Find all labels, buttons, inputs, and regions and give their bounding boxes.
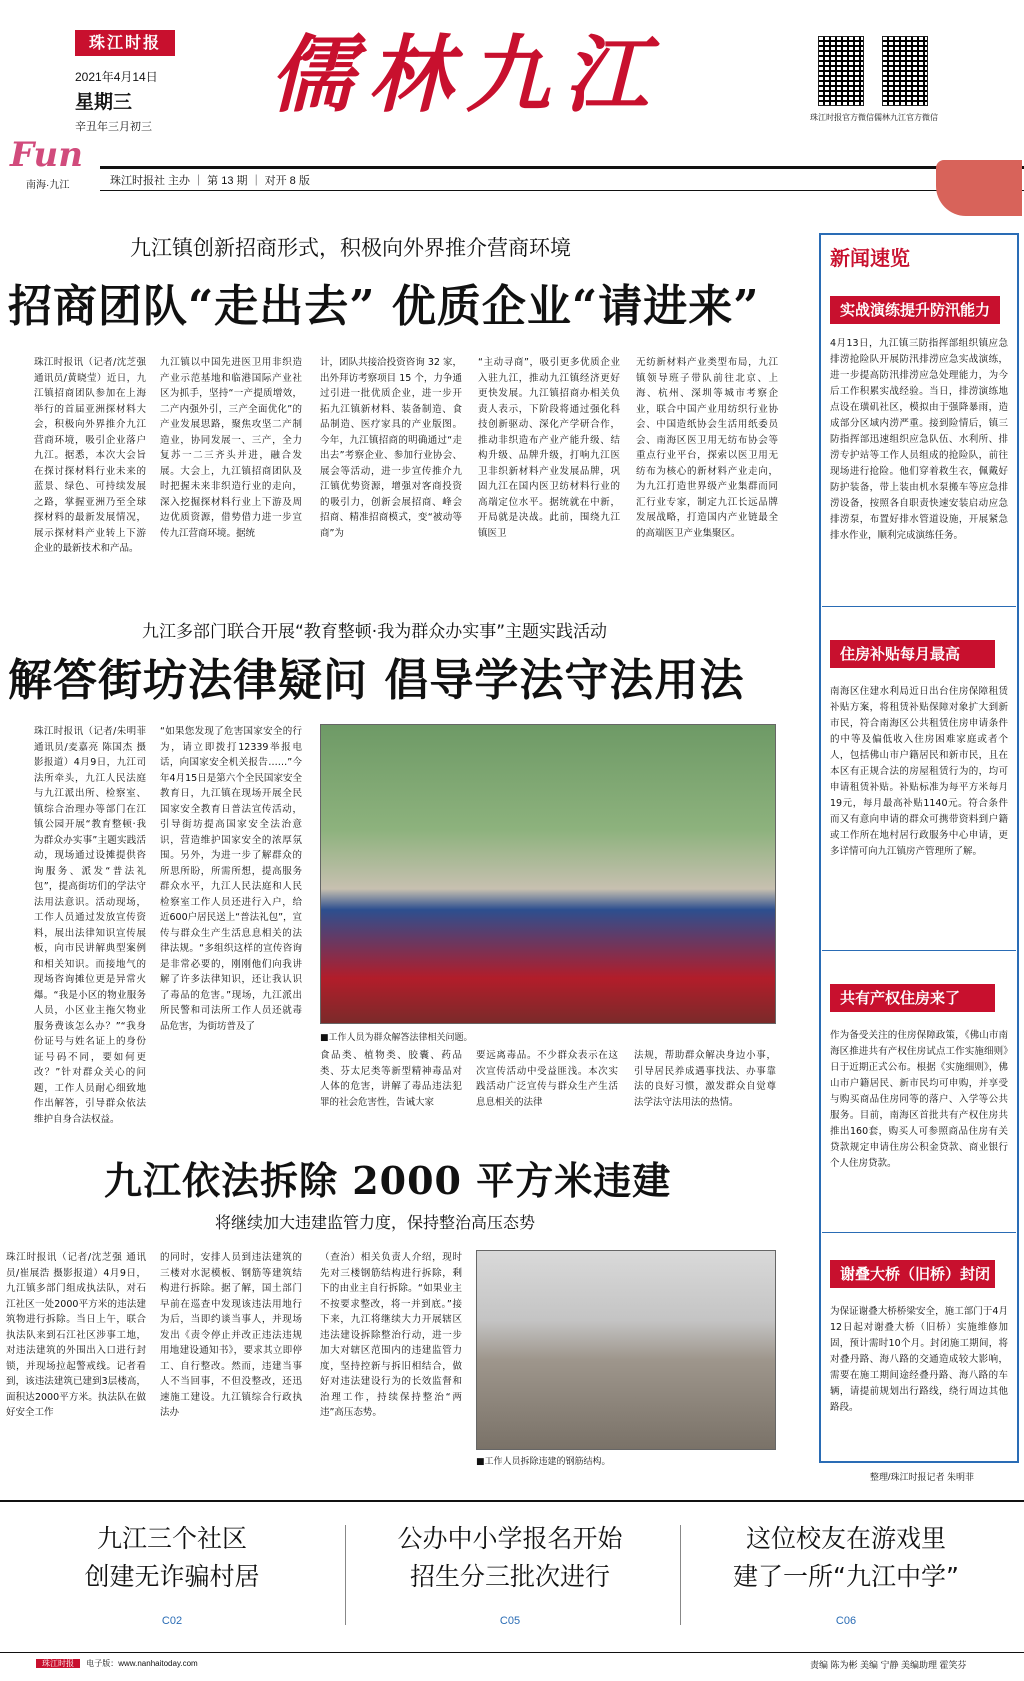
teaser-separator bbox=[680, 1525, 681, 1625]
sidebar-tag: 共有产权住房来了 bbox=[830, 984, 995, 1012]
article3-column: 珠江时报讯（记者/沈芝强 通讯员/崔展浩 摄影报道）4月9日，九江镇多部门组成执法队，对石江社区一处2000平方米的违法建筑物进行拆除。当日上午，联合执法队来到石江社区涉事工地，对违法建筑的外围出入口进行封锁，并现场拉起警戒线。记者看到，该违法建筑已建到3层楼高，面积达2000平方米。执法队在做好安全工作 bbox=[6, 1252, 146, 1418]
footer-rule bbox=[0, 1652, 1024, 1653]
masthead-rule bbox=[100, 166, 1024, 169]
article1-kicker: 九江镇创新招商形式，积极向外界推介营商环境 bbox=[130, 236, 571, 260]
article1-column: “主动寻商”，吸引更多优质企业入驻九江，推动九江镇经济更好更快发展。九江镇招商办相关负责人表示，下阶段将通过强化科技创新驱动、深化产学研合作，推动非织造布产业产能升级、结构升级、品牌升级，打响九江医卫非织新材料产业发展品牌，巩固九江在国内医卫纺材料行业的高端定位水平。据统就在中新，开局就是决战。此前，围绕九江镇医卫 bbox=[478, 357, 620, 539]
article1-column: 计，团队共接洽投资咨询 32 家，出外拜访考察项目 15 个，力争通过引进一批优质企业，进一步开拓九江镇新材料、装备制造、食品制造、医疗家具的产业版图。今年，九江镇招商的明确通过“走出去”考察企业、参加行业协会、展会等活动，进一步宣传推介九江镇优势资源，增强对客商投资的吸引力，创新会展招商、峰会招商、精准招商模式，变“被动等商”为 bbox=[320, 357, 462, 539]
sidebar-credit: 整理/珠江时报记者 朱明菲 bbox=[870, 1472, 975, 1482]
article2-kicker: 九江多部门联合开展“教育整顿·我为群众办实事”主题实践活动 bbox=[142, 622, 608, 642]
sidebar-text: 作为备受关注的住房保障政策，《佛山市南海区推进共有产权住房试点工作实施细则》日于近期正式公布。根据《实施细则》，佛山市户籍居民、新市民均可申购，并享受与购买商品住房同等的落户、入学等公共服务。目前，南海区首批共有产权住房共推出160套，购买人可参照商品住房有关贷款规定申请住房公积金贷款、商业银行个人住房贷款。 bbox=[830, 1030, 1008, 1169]
teaser-line: 招生分三批次进行 bbox=[409, 1562, 610, 1591]
sidebar-tag: 住房补贴每月最高1140元 bbox=[830, 640, 995, 668]
teaser-line: 这位校友在游戏里 bbox=[745, 1524, 946, 1553]
article2-headline: 解答街坊法律疑问 倡导学法守法用法 bbox=[8, 655, 745, 706]
masthead-rule-thin bbox=[100, 190, 1024, 191]
article1-headline: 招商团队“走出去” 优质企业“请进来” bbox=[8, 281, 760, 332]
article2-column: “如果您发现了危害国家安全的行为，请立即拨打12339举报电话，向国家安全机关报告……”今年4月15日是第六个全民国家安全教育日，九江镇在现场开展全民国家安全教育日普法宣传活动，引导街坊提高国家安全法治意识，营造维护国家安全的浓厚氛围。另外，为进一步了解群众的所思所盼，所需所想，提高服务群众水平，九江人民法庭和人民检察室工作人员还进行入户，给近600户居民送上“普法礼包”，宣传与群众生产生活息息相关的法律法规。“多组织这样的宣传咨询是非常必要的，刚刚他们向我讲解了许多法律知识，还让我认识了毒品的危害。”现场，九江派出所民警和司法所工作人员还就毒品危害，为街坊普及了 bbox=[160, 726, 302, 1032]
article3-subline: 将继续加大违建监管力度，保持整治高压态势 bbox=[215, 1213, 536, 1232]
footer-left bbox=[36, 1658, 198, 1669]
sidebar-tag: 实战演练提升防汛能力 bbox=[830, 296, 1000, 324]
teaser-page-ref[interactable]: C06 bbox=[835, 1615, 857, 1627]
paper-logo: 珠江时报 bbox=[75, 30, 175, 56]
legal-consultation-photo bbox=[320, 724, 776, 1024]
sidebar-tag: 谢叠大桥（旧桥）封闭 bbox=[830, 1260, 995, 1288]
article3-photo-caption: ■工作人员拆除违建的钢筋结构。 bbox=[476, 1457, 611, 1467]
hand-decoration bbox=[936, 160, 1022, 216]
issue-line: 珠江时报社 主办 ｜ 第 13 期 ｜ 对开 8 版 bbox=[110, 175, 310, 187]
qr-caption: 儒林九江官方微信 bbox=[874, 113, 938, 122]
sidebar-divider bbox=[822, 950, 1016, 951]
date-text: 2021年4月14日 bbox=[75, 70, 158, 84]
article1-column: 无纺新材料产业类型布局，九江镇领导班子带队前往北京、上海、杭州、深圳等城市考察企业，联合中国产业用纺织行业协会、中国造纸协会生活用纸委员会、南海区医卫用无纺布协会等重点行业平台，探索以医卫用无纺布为核心的新材料产业走向，为九江打造世界级产业集群而同汇行业专家，制定九江长远品牌发展战略，打造国内产业链最全的高端医卫产业集聚区。 bbox=[636, 357, 778, 539]
article2-column: 要远离毒品。不少群众表示在这次宣传活动中受益匪浅。本次实践活动广泛宣传与群众生产生活息息相关的法律 bbox=[476, 1050, 618, 1108]
footer-paper-tag: 珠江时报 bbox=[36, 1659, 80, 1668]
footer-website[interactable]: 电子版：www.nanhaitoday.com bbox=[86, 1659, 198, 1668]
fun-logo: Fun bbox=[10, 135, 83, 175]
sidebar-heading bbox=[830, 242, 910, 271]
teaser-page-ref[interactable]: C02 bbox=[161, 1615, 183, 1627]
teaser-separator bbox=[345, 1525, 346, 1625]
weekday-text: 星期三 bbox=[75, 92, 133, 113]
article3-headline: 九江依法拆除 2000 平方米违建 bbox=[104, 1158, 672, 1203]
teaser-page-ref[interactable]: C05 bbox=[499, 1615, 521, 1627]
article2-photo-caption: ■工作人员为群众解答法律相关问题。 bbox=[320, 1033, 473, 1043]
article1-column: 九江镇以中国先进医卫用非织造产业示范基地和临港国际产业社区为抓手，坚持“一产提质增效，二产内强外引，三产全面优化”的产业发展思路，聚焦攻坚二产制造业，协同发展一、三产，全力复苏一二三齐头并进，融合发展。大会上，九江镇招商团队及时把握未来非织造行业的走向，深入挖掘探材料行业上下游及周边优质资源，借势借力进一步宣传九江营商环境。据统 bbox=[160, 357, 302, 539]
qr-code-image bbox=[882, 36, 928, 106]
page-title: 儒林九江 bbox=[270, 25, 663, 124]
teaser-line: 建了一所“九江中学” bbox=[733, 1562, 959, 1591]
sidebar-text: 4月13日，九江镇三防指挥部组织镇应急排涝抢险队开展防汛排涝应急实战演练，进一步提高防汛排涝应急处理能力，为今后工作积累实战经验。当日，排涝演练地点设在璜矶社区，模拟由于强降暴雨，造成部分区域内涝严重。接到险情后，镇三防指挥部迅速组织应急队伍、水利所、排涝专护站等工作人员组成的抢险队，前往现场进行抢险。他们穿着救生衣，佩戴好防护装备，带上装由机水泵搬车等应急排涝设备，按照各自职责快速安装启动应急排涝泵，布置好排水管道设施，开展紧急排水作业，顺利完成演练任务。 bbox=[830, 338, 1008, 541]
sidebar-divider bbox=[822, 606, 1016, 607]
article2-column: 法规，帮助群众解决身边小事，引导居民养成遇事找法、办事靠法的良好习惯，激发群众自觉尊法学法守法用法的热情。 bbox=[634, 1050, 776, 1108]
sidebar-divider bbox=[822, 1232, 1016, 1233]
demolition-photo bbox=[476, 1250, 776, 1450]
teaser-line: 公办中小学报名开始 bbox=[397, 1524, 623, 1553]
bottom-rule bbox=[0, 1500, 1024, 1502]
sidebar-text: 为保证谢叠大桥桥梁安全，施工部门于4月12日起对谢叠大桥（旧桥）实施维修加固，预计需时10个月。封闭施工期间，将对叠丹路、海八路的交通造成较大影响，需要在施工期间途经叠丹路、海八路的车辆，请提前规划出行路线，绕行周边其他路段。 bbox=[830, 1306, 1008, 1413]
qr-code-image bbox=[818, 36, 864, 106]
article1-column: 珠江时报讯（记者/沈芝强 通讯员/黄晓莹）近日，九江镇招商团队参加在上海举行的首届亚洲探材料大会，积极向外界推介九江营商环境，吸引企业落户九江。据悉，本次大会旨在探讨探材料行业未来的蓝景、绿色、可持续发展之路，掌握亚洲乃至全球探材料的最新发展情况，展示探材料产业转上下游企业的最新技术和产品。 bbox=[34, 357, 146, 554]
qr-caption: 珠江时报官方微信 bbox=[810, 113, 874, 122]
sidebar-text: 南海区住建水利局近日出台住房保障租赁补贴方案，将租赁补贴保障对象扩大到新市民，符合南海区公共租赁住房申请条件的中等及偏低收入住房困难家庭或者个人，包括佛山市户籍居民和新市民，且在本区有正规合法的房屋租赁行为的，均可申请租赁补贴。补贴标准为每平方米每月19元，每月最高补贴1140元。符合条件而又有意向申请的群众可携带资料到户籍或工作所在地村居行政服务中心申请，更多详情可向九江镇房产管理所了解。 bbox=[830, 686, 1008, 857]
teaser-item[interactable] bbox=[360, 1520, 660, 1596]
sidebar-heading-text: 新闻速览 bbox=[830, 246, 910, 270]
article3-column: （查治）相关负责人介绍，现时先对三楼钢筋结构进行拆除，剩下的由业主自行拆除。“如果业主不按要求整改，将一并到底。”接下来，九江将继续大力开展辖区违法建设拆除整治行动，进一步加大对辖区范围内的违建监管力度，坚持控新与拆旧相结合，做好对违法建设行为的长效监督和治理工作，持续保持整治“两违”高压态势。 bbox=[320, 1252, 462, 1418]
teaser-item[interactable] bbox=[22, 1520, 322, 1596]
teaser-line: 创建无诈骗村居 bbox=[84, 1562, 260, 1591]
footer-editors: 责编 陈为彬 美编 宁静 美编助理 霍笑芬 bbox=[810, 1660, 967, 1670]
teaser-line: 九江三个社区 bbox=[96, 1524, 247, 1553]
article2-column: 珠江时报讯（记者/朱明菲 通讯员/麦嘉亮 陈国杰 摄影报道）4月9日，九江司法所牵头，九江人民法庭与九江派出所、检察室、镇综合治理办等部门在江镇公园开展“教育整顿·我为群众办实事”主题实践活动，现场通过设摊提供咨询服务、派发“普法礼包”，提高街坊们的学法守法用法意识。活动现场，工作人员通过发放宣传资料，展出法律知识宣传展板，向市民讲解典型案例和相关知识。而接地气的现场咨询摊位更是异常火爆。“我是小区的物业服务人员，小区业主拖欠物业服务费该怎么办？”“我身份证号与姓名证上的身份证号码不同，要如何更改？”针对群众关心的问题，工作人员耐心细致地作出解答，引导群众依法维护自身合法权益。 bbox=[34, 726, 146, 1125]
date-block bbox=[75, 68, 158, 134]
fun-logo-subtitle: 南海·九江 bbox=[26, 180, 70, 191]
article2-column: 食品类、植物类、胶囊、药品类、芬太尼类等新型精神毒品对人体的危害，讲解了毒品违法犯罪的社会危害性，告诫大家 bbox=[320, 1050, 462, 1108]
lunar-date-text: 辛丑年三月初三 bbox=[75, 121, 152, 133]
teaser-item[interactable] bbox=[696, 1520, 996, 1596]
article3-column: 的同时，安排人员到违法建筑的三楼对水泥模板、钢筋等建筑结构进行拆除。据了解，国土部门早前在巡查中发现该违法用地行为后，当即约谈当事人，并现场发出《责令停止并改正违法违规用地建设通知书》，要求其立即停工、自行整改。然而，违建当事人不当回事，不但没整改，还迅速施工建设。九江镇综合行政执法办 bbox=[160, 1252, 302, 1418]
